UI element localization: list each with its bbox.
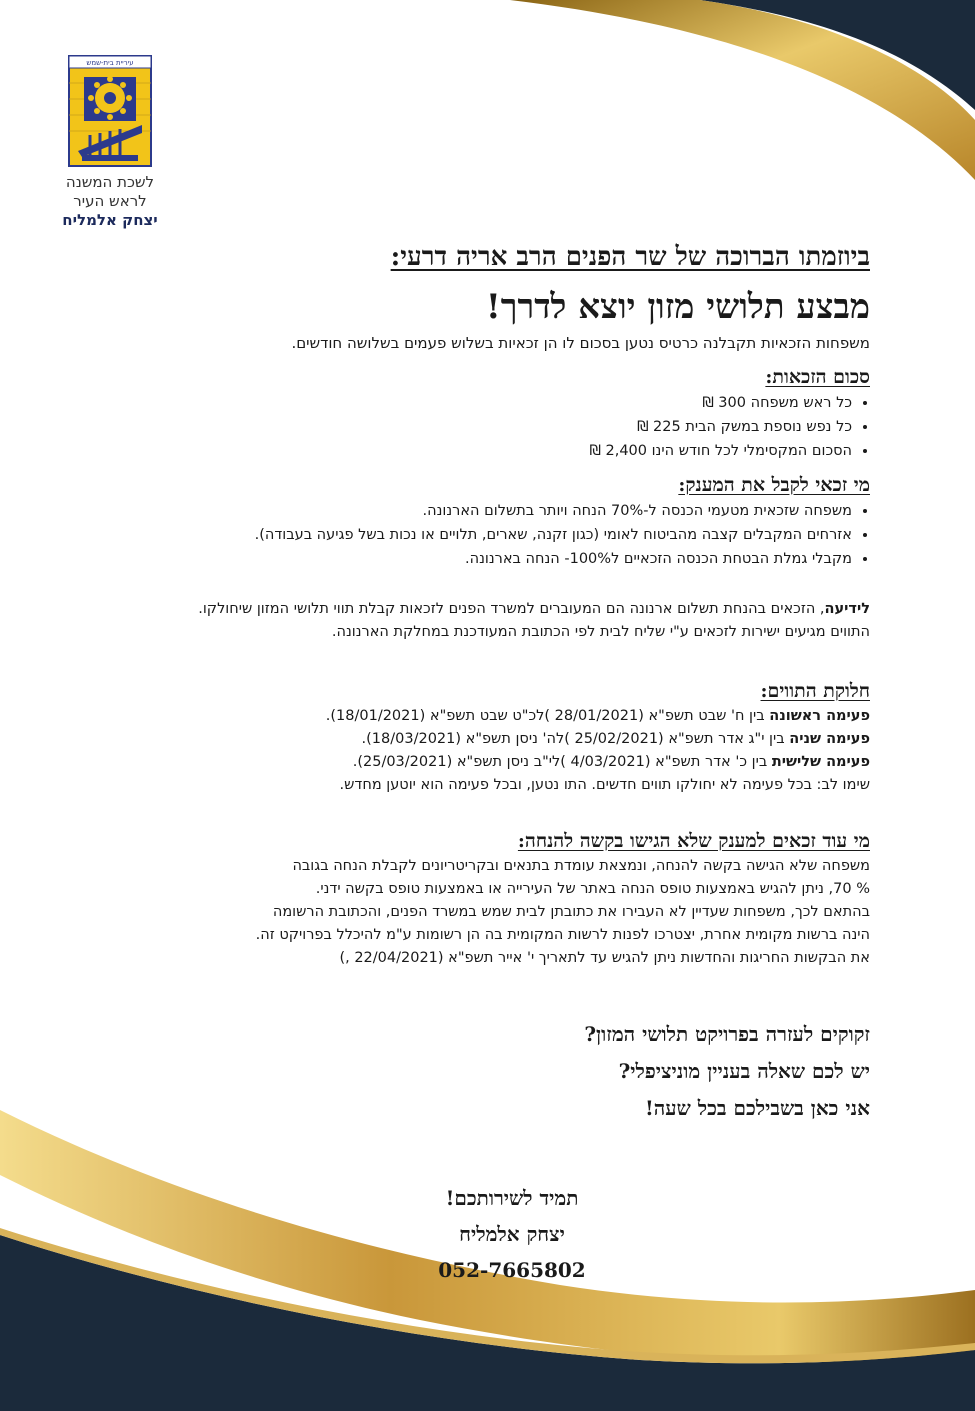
logo-block (40, 55, 180, 230)
distribution-heading: חלוקת התווים: (760, 680, 870, 702)
late-line: הינה ברשות מקומית אחרת, יצטרכו לפנות לרשות המקומית בה הן רשומות ע"מ להיכלל בפרויקט זה. (255, 927, 870, 943)
intro-heading: ביוזמתו הברוכה של שר הפנים הרב אריה דרעי: (390, 242, 870, 272)
subtitle: משפחות הזכאיות תקבלנה כרטיס נטען בסכום לו הן זכאיות בשלוש פעמים בשלושה חודשים. (291, 334, 870, 352)
office-line-2: לראש העיר (73, 192, 147, 210)
late-heading: מי עוד זכאים למענק שלא הגישו בקשה להנחה: (517, 830, 870, 852)
help-line: אני כאן בשבילכם בכל שעה! (645, 1096, 870, 1120)
round-3 (100, 751, 870, 774)
eligibility-heading: מי זכאי לקבל את המענק: (678, 474, 870, 496)
list-item: • הסכום המקסימלי לכל חודש הינו 2,400 ₪ (100, 439, 852, 463)
signature-block (387, 1180, 637, 1288)
notice-section (100, 598, 870, 644)
list-item: • אזרחים המקבלים קצבה מהביטוח לאומי (כגון זקנה, שארים, תלויים או נכות בשל פגיעה בעבודה). (100, 523, 852, 547)
round-text: בין י"ג אדר תשפ"א (25/02/2021 )לה' ניסן תשפ"א (18/03/2021). (361, 731, 790, 747)
amounts-section (100, 366, 870, 463)
crest-caption: עיריית בית-שמש (86, 59, 134, 67)
notice-line-1 (100, 598, 870, 621)
list-item: • כל ראש משפחה 300 ₪ (100, 391, 852, 415)
round-text: בין כ' אדר תשפ"א (4/03/2021 )לי"ב ניסן תשפ"א (25/03/2021). (352, 754, 772, 770)
late-section (100, 830, 870, 970)
late-line: את הבקשות החריגות והחדשות ניתן להגיש עד לתאריך י' אייר תשפ"א (22/04/2021 ,) (339, 950, 870, 966)
round-text: בין ח' שבט תשפ"א (28/01/2021 )לכ"ט שבט תשפ"א (18/01/2021). (325, 708, 770, 724)
distribution-section (100, 680, 870, 797)
round-label: פעימה שניה (789, 731, 870, 747)
notice-bold: לידיעה (824, 601, 870, 617)
round-2 (100, 728, 870, 751)
city-crest-icon (68, 55, 152, 167)
round-1 (100, 705, 870, 728)
office-line-1: לשכת המשנה (65, 173, 155, 191)
signature-greeting: תמיד לשירותכם! (445, 1186, 579, 1210)
help-section (100, 1016, 870, 1127)
help-line: זקוקים לעזרה בפרויקט תלושי המזון? (584, 1022, 870, 1046)
amounts-heading: סכום הזכאות: (765, 366, 870, 388)
notice-text: , הזכאים בהנחת תשלום ארנונה הם המעוברים למשרד הפנים לזכאות קבלת תווי תלושי המזון שיחולקו. (198, 601, 825, 617)
round-label: פעימה ראשונה (769, 708, 870, 724)
list-item: • משפחה שזכאית מטעמי הכנסה ל-70% הנחה ויותר בתשלום הארנונה. (100, 499, 852, 523)
round-label: פעימה שלישית (771, 754, 870, 770)
office-name: יצחק אלמליח (62, 211, 158, 229)
eligibility-section (100, 474, 870, 571)
signature-name: יצחק אלמליח (459, 1222, 565, 1246)
signature-phone[interactable]: 052-7665802 (438, 1258, 586, 1282)
list-item: • מקבלי גמלת הבטחת הכנסה הזכאיים ל100%- הנחה בארנונה. (100, 547, 852, 571)
notice-line-2: התווים מגיעים ישירות לזכאים ע"י שליח לבית לפי הכתובת המעודכנת במחלקת הארנונה. (331, 624, 870, 640)
help-line: יש לכם שאלה בעניין מוניציפלי? (618, 1059, 870, 1083)
late-line: % 70, ניתן להגיש באמצעות טופס הנחה באתר של העירייה או באמצעות טופס בקשה ידני. (315, 881, 870, 897)
distribution-note: שימו לב: בכל פעימה לא יחולקו תווים חדשים. התו נטען, ובכל פעימה הוא יוטען מחדש. (339, 777, 870, 793)
late-line: משפחה שלא הגישה בקשה להנחה, ונמצאת עומדת בתנאים ובקריטריונים לקבלת הנחה בגובה (292, 858, 870, 874)
page-title: מבצע תלושי מזון יוצא לדרך! (485, 287, 870, 327)
late-line: בהתאם לכך, משפחות שעדיין לא העבירו את כתובתן לבית שמש במשרד הפנים, והכתובת הרשומה (272, 904, 870, 920)
list-item: • כל נפש נוספת במשק הבית 225 ₪ (100, 415, 852, 439)
